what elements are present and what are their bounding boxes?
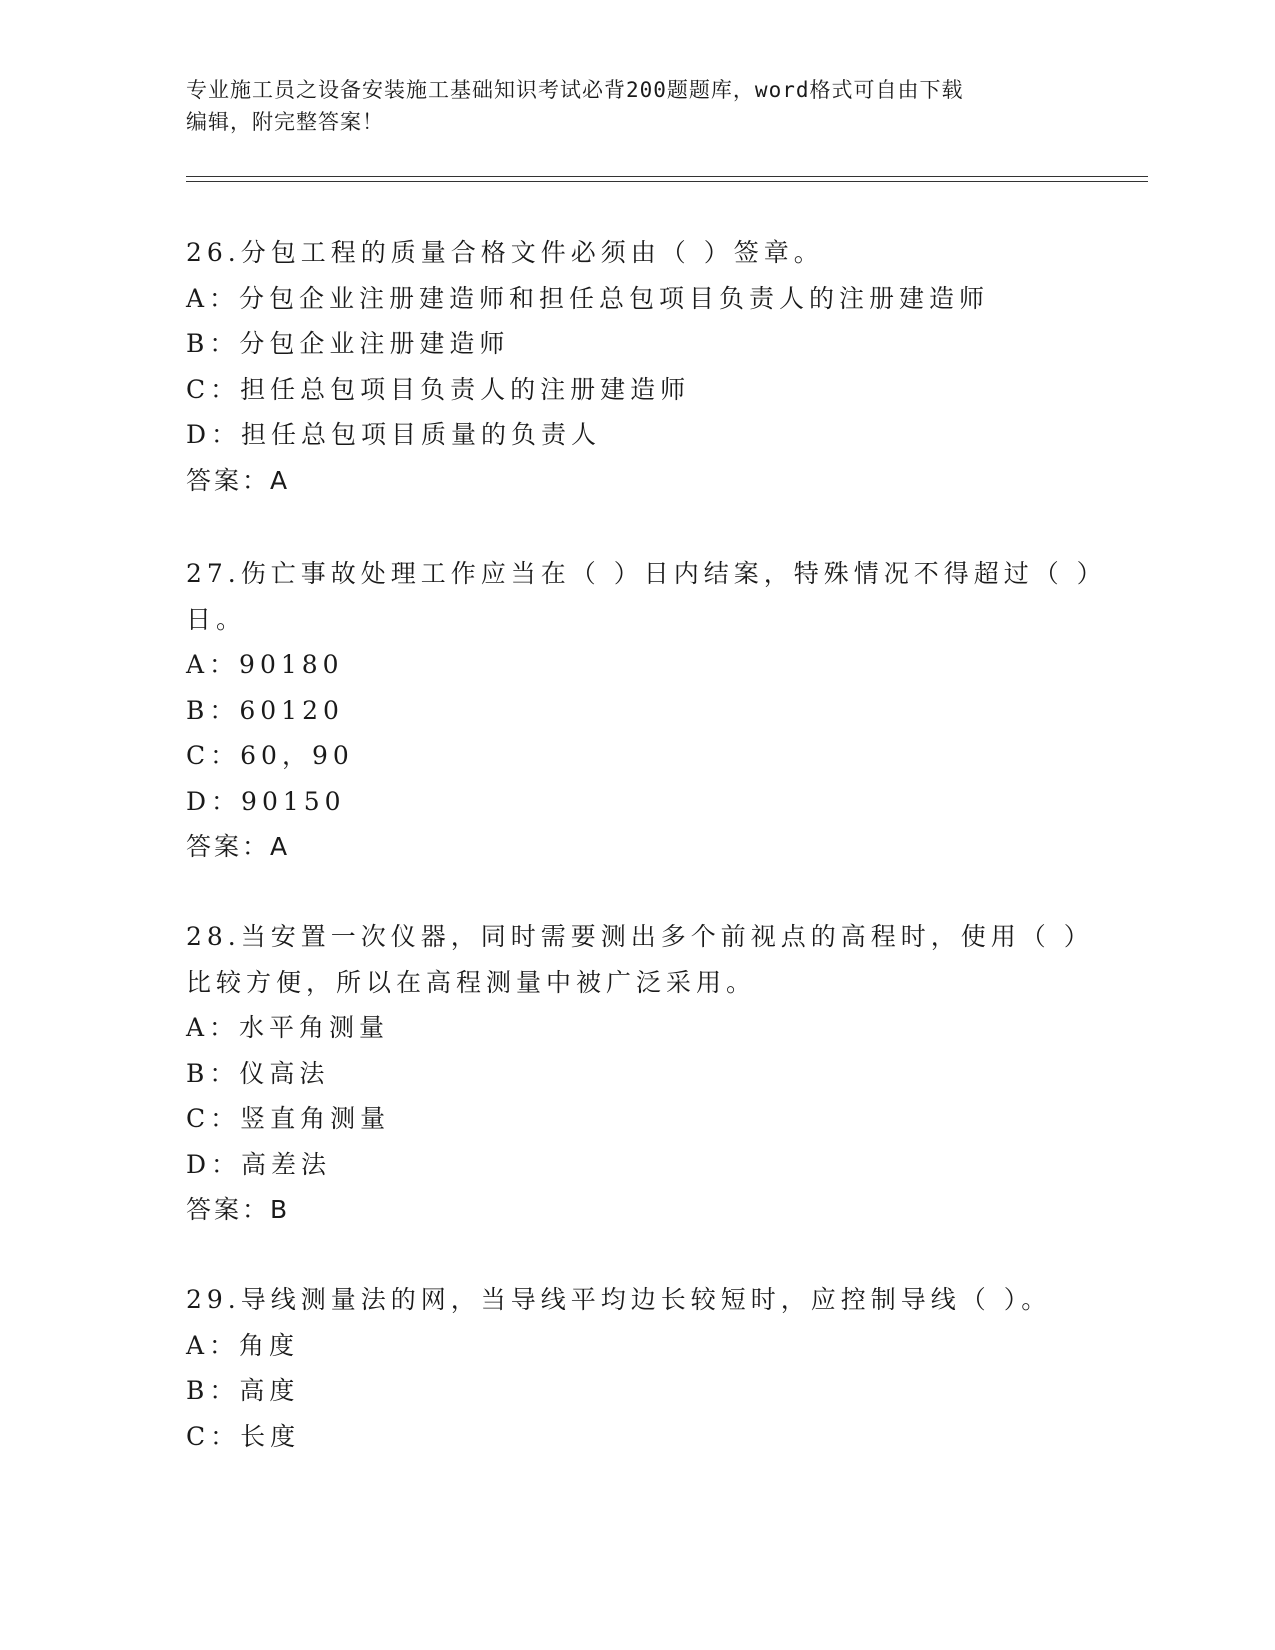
document-header [186, 74, 1066, 138]
header-divider-bottom [186, 181, 1148, 182]
answer: 答案：A [186, 832, 291, 861]
question-stem: 27.伤亡事故处理工作应当在（ ）日内结案，特殊情况不得超过（ ） [186, 559, 1107, 588]
option-a: A：角度 [186, 1330, 300, 1360]
option-a: A：分包企业注册建造师和担任总包项目负责人的注册建造师 [186, 283, 990, 313]
option-a: A：90180 [186, 650, 344, 679]
answer: 答案：B [186, 1195, 291, 1224]
question-stem: 28.当安置一次仪器，同时需要测出多个前视点的高程时，使用（ ） [186, 922, 1094, 951]
header-title-line-2: 编辑，附完整答案！ [186, 110, 384, 134]
header-title-line-1: 专业施工员之设备安装施工基础知识考试必背200题题库，word格式可自由下载 [186, 78, 964, 102]
header-divider-top [186, 176, 1148, 177]
option-c: C：60，90 [186, 741, 354, 770]
option-d: D：担任总包项目质量的负责人 [186, 420, 602, 449]
option-b: B：分包企业注册建造师 [186, 329, 510, 358]
option-b: B：60120 [186, 695, 344, 725]
question-stem: 29.导线测量法的网，当导线平均边长较短时，应控制导线（ ）。 [186, 1285, 1052, 1314]
option-c: C：竖直角测量 [186, 1104, 391, 1133]
option-d: D：高差法 [186, 1149, 332, 1179]
question-stem-continued: 比较方便，所以在高程测量中被广泛采用。 [186, 967, 757, 997]
option-c: C：担任总包项目负责人的注册建造师 [186, 374, 691, 404]
option-c: C：长度 [186, 1421, 301, 1451]
option-b: B：高度 [186, 1376, 300, 1405]
option-b: B：仪高法 [186, 1058, 330, 1088]
answer: 答案：A [186, 465, 291, 495]
question-29 [186, 1277, 1086, 1459]
question-26 [186, 230, 1086, 503]
question-stem-continued: 日。 [186, 604, 247, 634]
question-27 [186, 551, 1107, 870]
question-28 [186, 914, 1094, 1233]
option-a: A：水平角测量 [186, 1013, 390, 1042]
question-stem: 26.分包工程的质量合格文件必须由（ ）签章。 [186, 238, 824, 267]
option-d: D：90150 [186, 786, 346, 816]
